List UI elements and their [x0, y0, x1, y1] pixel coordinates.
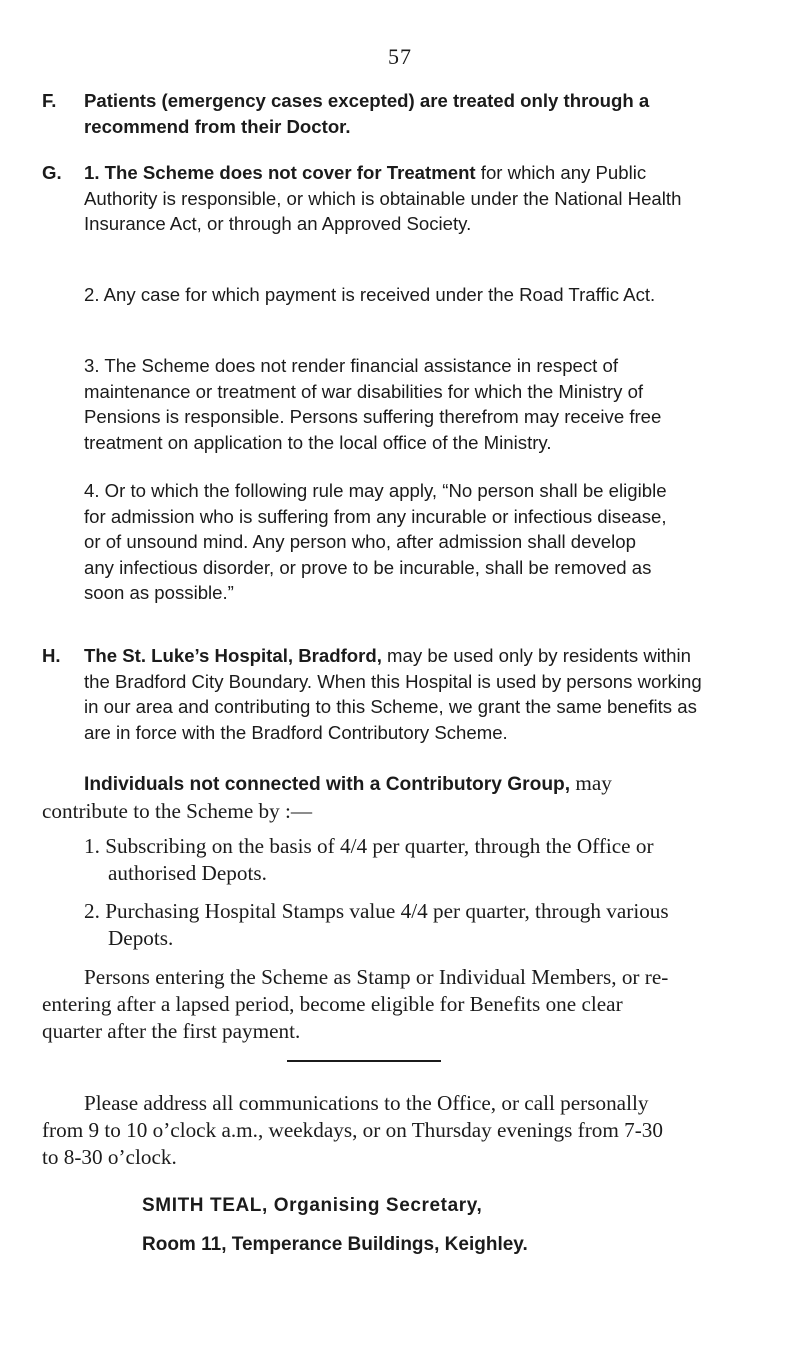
section-f	[42, 88, 709, 139]
section-g-item-4: 4. Or to which the following rule may apply, “No person shall be eligible for admission who is suffering from any incurable or infectious disease, or of unsound mind. Any person who, after admission shall develop any infectious disorder, or prove to be incurable, shall be removed as soon as possible.”	[84, 480, 667, 603]
individuals-heading-rest: may contribute to the Scheme by :—	[42, 771, 612, 823]
section-h-letter: H.	[42, 645, 61, 666]
section-h-rest: may be used only by residents within the Bradford City Boundary. When this Hospital is used by persons working in our area and contributing to this Scheme, we grant the same benefits as are in force with the Bradford Contributory Scheme.	[84, 645, 702, 743]
section-g-letter: G.	[42, 162, 62, 183]
individuals-option-2: 2. Purchasing Hospital Stamps value 4/4 per quarter, through various Depots.	[84, 899, 669, 950]
section-g-item-1-lead: 1. The Scheme does not cover for Treatment	[84, 162, 476, 183]
signoff-name: SMITH TEAL, Organising Secretary,	[142, 1195, 483, 1216]
individuals-option-1: 1. Subscribing on the basis of 4/4 per quarter, through the Office or authorised Depots.	[84, 834, 654, 885]
individuals-intro	[42, 770, 682, 825]
eligibility-paragraph: Persons entering the Scheme as Stamp or Individual Members, or re-entering after a lapsed period, become eligible for Benefits one clear quarter after the first payment.	[42, 965, 669, 1043]
individuals-heading: Individuals not connected with a Contributory Group,	[84, 774, 571, 795]
section-h-lead: The St. Luke’s Hospital, Bradford,	[84, 645, 382, 666]
section-f-text: Patients (emergency cases excepted) are treated only through a recommend from their Doctor.	[84, 90, 650, 137]
section-f-letter: F.	[42, 90, 57, 111]
signoff-address: Room 11, Temperance Buildings, Keighley.	[142, 1234, 528, 1255]
section-g-item-2: 2. Any case for which payment is received under the Road Traffic Act.	[84, 284, 656, 305]
contact-paragraph: Please address all communications to the Office, or call personally from 9 to 10 o’clock a.m., weekdays, or on Thursday evenings from 7-30 to 8-30 o’clock.	[42, 1091, 663, 1169]
page-number: 57	[388, 44, 412, 69]
section-divider	[287, 1060, 441, 1062]
section-g-item-1	[42, 160, 709, 237]
section-h	[42, 643, 709, 745]
section-g-item-1-rest: for which any Public Authority is responsible, or which is obtainable under the National Health Insurance Act, or through an Approved Society.	[84, 162, 682, 234]
section-g-item-3: 3. The Scheme does not render financial assistance in respect of maintenance or treatment of war disabilities for which the Ministry of Pensions is responsible. Persons suffering therefrom may receive free treatment on application to the local office of the Ministry.	[84, 355, 662, 453]
